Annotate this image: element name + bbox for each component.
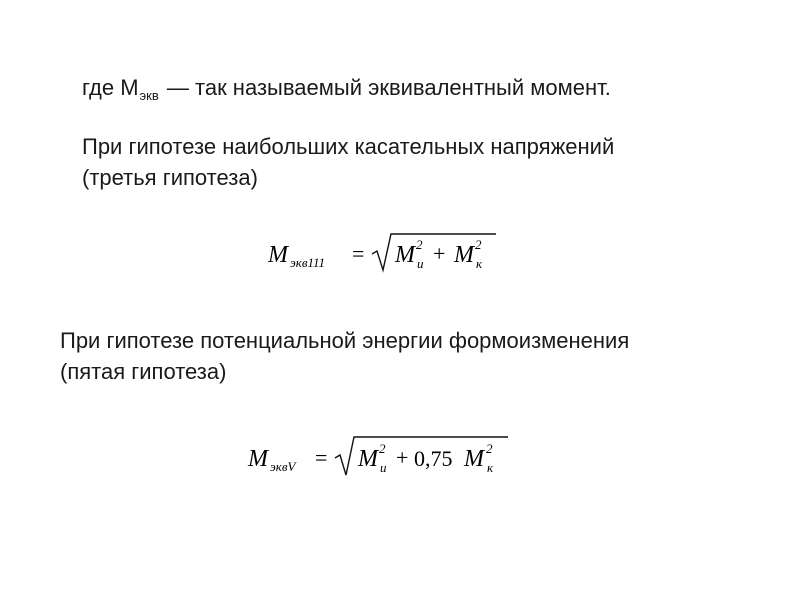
formula-plus: + <box>396 445 409 470</box>
fifth-hypothesis-heading <box>60 325 629 387</box>
definition-paragraph <box>82 72 611 106</box>
fifth-hypothesis-formula-svg <box>248 432 518 484</box>
third-hypothesis-formula-svg <box>268 230 508 280</box>
third-hypothesis-heading <box>82 131 614 193</box>
formula-lhs-symbol: M <box>248 446 268 472</box>
definition-suffix: — так называемый эквивалентный момент. <box>160 75 611 100</box>
third-hypothesis-line-2: (третья гипотеза) <box>82 165 258 190</box>
term1-symbol: M <box>395 242 415 268</box>
formula-equals: = <box>315 445 328 470</box>
fifth-hypothesis-formula <box>248 432 518 484</box>
third-hypothesis-line-1: При гипотезе наибольших касательных напряжений <box>82 134 615 159</box>
term2-subscript: к <box>476 256 483 271</box>
formula-lhs-subscript: эквV <box>270 459 296 474</box>
term2-superscript: 2 <box>475 237 482 252</box>
formula-equals: = <box>352 241 365 266</box>
term1-subscript: и <box>417 256 424 271</box>
formula-coefficient: 0,75 <box>414 446 453 471</box>
definition-subscript: экв <box>139 88 159 103</box>
third-hypothesis-formula <box>268 230 508 280</box>
formula-plus: + <box>433 241 446 266</box>
fifth-hypothesis-line-2: (пятая гипотеза) <box>60 359 227 384</box>
term2-symbol: M <box>454 242 474 268</box>
term1-subscript: и <box>380 460 387 475</box>
formula-lhs-subscript: экв111 <box>290 255 326 270</box>
term2-symbol: M <box>464 446 484 472</box>
definition-prefix: где M <box>82 75 139 100</box>
formula-lhs-symbol: M <box>268 242 288 268</box>
term2-subscript: к <box>487 460 494 475</box>
term2-superscript: 2 <box>486 441 493 456</box>
term1-superscript: 2 <box>379 441 386 456</box>
definition-line <box>82 72 611 106</box>
term1-symbol: M <box>358 446 378 472</box>
fifth-hypothesis-line-1: При гипотезе потенциальной энергии формоизменения <box>60 328 630 353</box>
term1-superscript: 2 <box>416 237 423 252</box>
